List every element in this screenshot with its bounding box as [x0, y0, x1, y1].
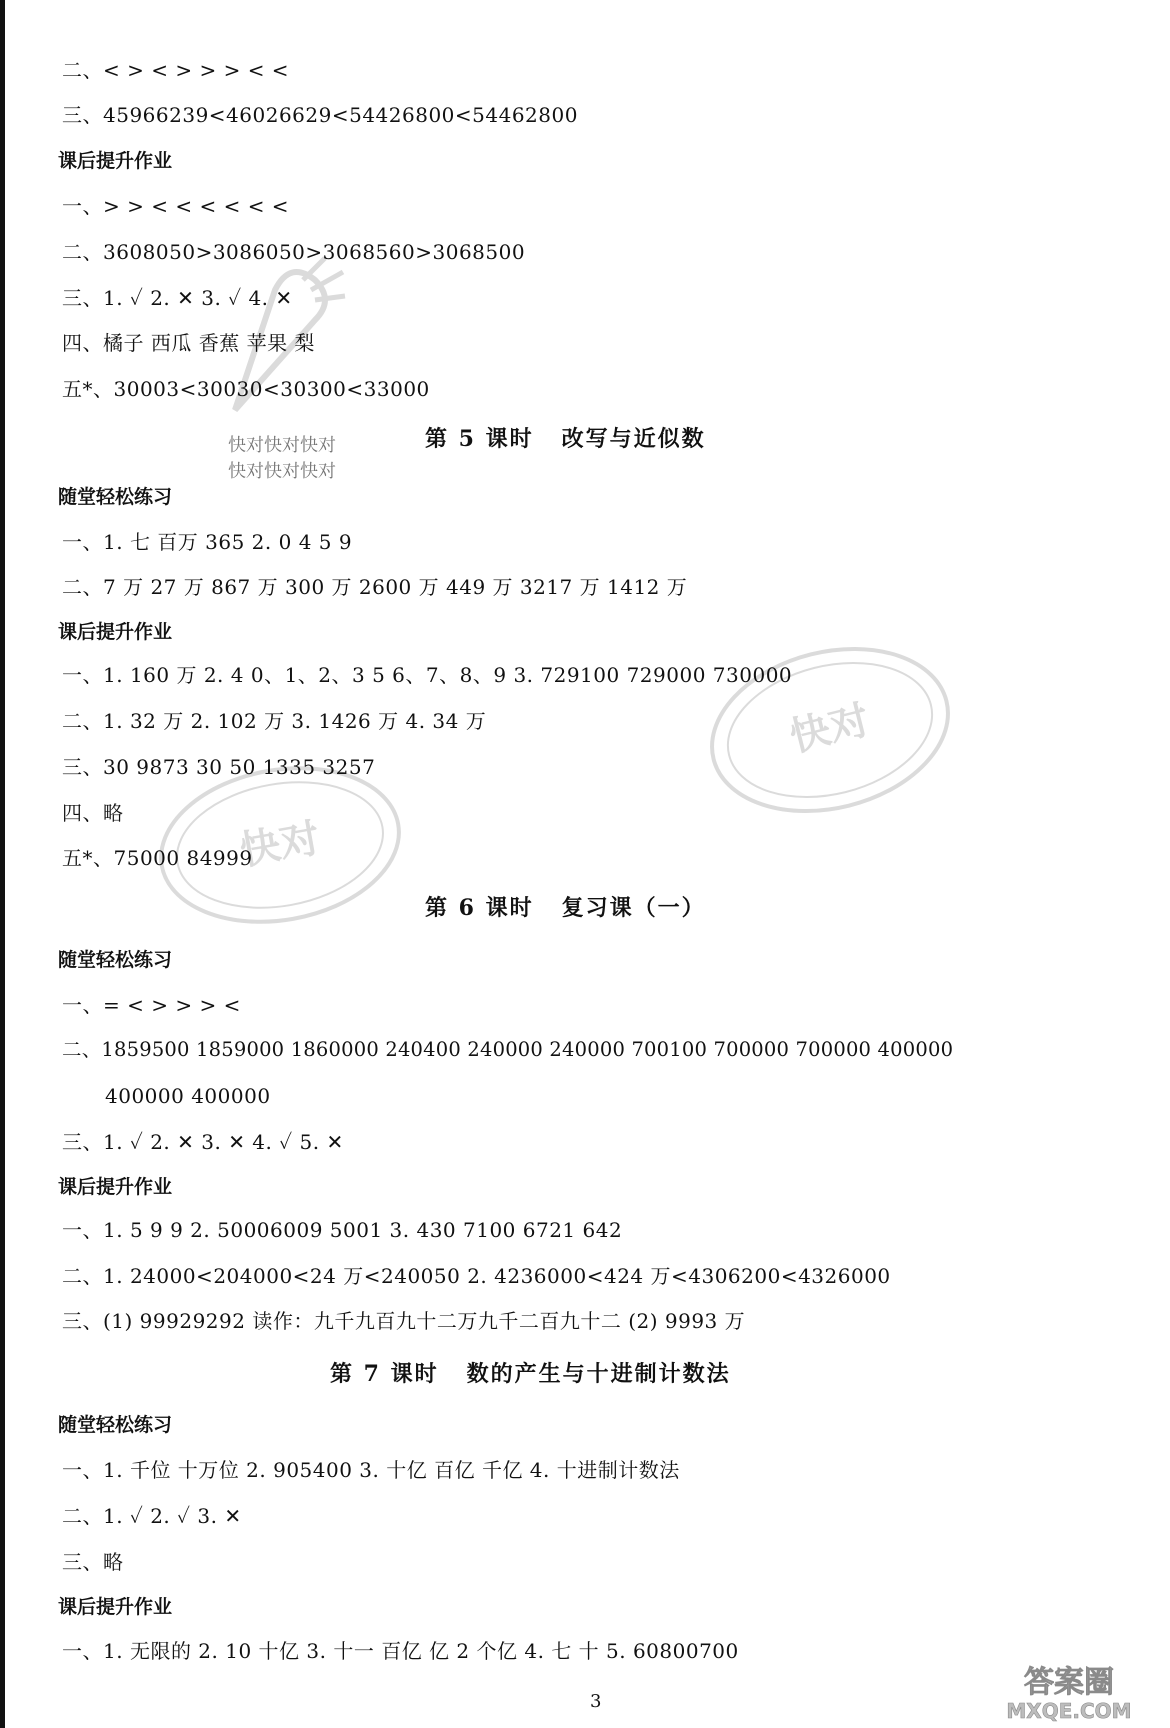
watermark-text: 快对快对快对	[228, 461, 336, 482]
lesson-name: 复习课（一）	[561, 895, 706, 921]
answer-line: 一、1. 七 百万 365 2. 0 4 5 9	[62, 530, 353, 554]
lesson-title-7	[330, 1358, 731, 1390]
answer-line: 二、3608050>3086050>3068560>3068500	[62, 240, 526, 264]
answer-line: 三、30 9873 30 50 1335 3257	[62, 755, 376, 779]
logo-url: MXQE.COM	[1006, 1699, 1132, 1723]
answer-line: 四、橘子 西瓜 香蕉 苹果 梨	[62, 331, 315, 355]
answer-line: 三、1. ✓ 2. ✕ 3. ✓ 4. ✕	[62, 286, 293, 310]
section-heading: 随堂轻松练习	[58, 1414, 173, 1436]
answer-line: 三、(1) 99929292 读作：九千九百九十二万九千二百九十二 (2) 9993 万	[62, 1309, 746, 1333]
lesson-title-5	[425, 423, 706, 455]
lesson-name: 改写与近似数	[561, 426, 706, 452]
answer-line: 二、1859500 1859000 1860000 240400 240000 240000 700100 700000 700000 400000	[62, 1038, 954, 1061]
answer-line: 三、1. ✓ 2. ✕ 3. ✕ 4. ✓ 5. ✕	[62, 1130, 344, 1154]
answer-line: 一、1. 千位 十万位 2. 905400 3. 十亿 百亿 千亿 4. 十进制计数法	[62, 1458, 680, 1482]
answer-line: 400000 400000	[105, 1084, 271, 1108]
answer-line: 五*、30003<30030<30300<33000	[62, 377, 430, 401]
answer-line: 三、略	[62, 1550, 124, 1574]
lesson-name: 数的产生与十进制计数法	[466, 1361, 731, 1387]
answer-line: 三、45966239<46026629<54426800<54462800	[62, 103, 578, 127]
stamp-text: 快对	[236, 815, 324, 875]
answer-line: 一、= < > > > <	[62, 993, 241, 1017]
lesson-number: 第 6 课时	[425, 895, 534, 921]
section-heading: 课后提升作业	[58, 150, 173, 172]
stamp-text: 快对	[785, 697, 875, 762]
answer-line: 二、1. ✓ 2. ✓ 3. ✕	[62, 1504, 242, 1528]
section-heading: 课后提升作业	[58, 1176, 173, 1198]
answer-line: 五*、75000 84999	[62, 846, 253, 870]
answer-line: 二、7 万 27 万 867 万 300 万 2600 万 449 万 3217 万 1412 万	[62, 575, 688, 599]
section-heading: 课后提升作业	[58, 621, 173, 643]
answer-line: 二、< > < > > > < <	[62, 58, 290, 82]
answer-line: 二、1. 24000<204000<24 万<240050 2. 4236000<424 万<4306200<4326000	[62, 1264, 891, 1288]
lesson-number: 第 7 课时	[330, 1361, 439, 1387]
lesson-title-6	[425, 892, 706, 924]
lesson-number: 第 5 课时	[425, 426, 534, 452]
logo-text: 答案圈	[1024, 1665, 1114, 1700]
site-logo-watermark	[974, 1658, 1164, 1724]
answer-line: 一、1. 5 9 9 2. 50006009 5001 3. 430 7100 6721 642	[62, 1218, 623, 1242]
page-number: 3	[590, 1691, 602, 1712]
watermark-text: 快对快对快对	[228, 435, 336, 456]
answer-line: 一、1. 160 万 2. 4 0、1、2、3 5 6、7、8、9 3. 729100 729000 730000	[62, 663, 793, 687]
answer-line: 四、略	[62, 801, 124, 825]
answer-line: 二、1. 32 万 2. 102 万 3. 1426 万 4. 34 万	[62, 709, 487, 733]
section-heading: 课后提升作业	[58, 1596, 173, 1618]
answer-line: 一、1. 无限的 2. 10 十亿 3. 十一 百亿 亿 2 个亿 4. 七 十 5. 60800700	[62, 1639, 739, 1663]
answer-line: 一、> > < < < < < <	[62, 194, 290, 218]
section-heading: 随堂轻松练习	[58, 486, 173, 508]
page-left-border	[0, 0, 5, 1728]
section-heading: 随堂轻松练习	[58, 949, 173, 971]
